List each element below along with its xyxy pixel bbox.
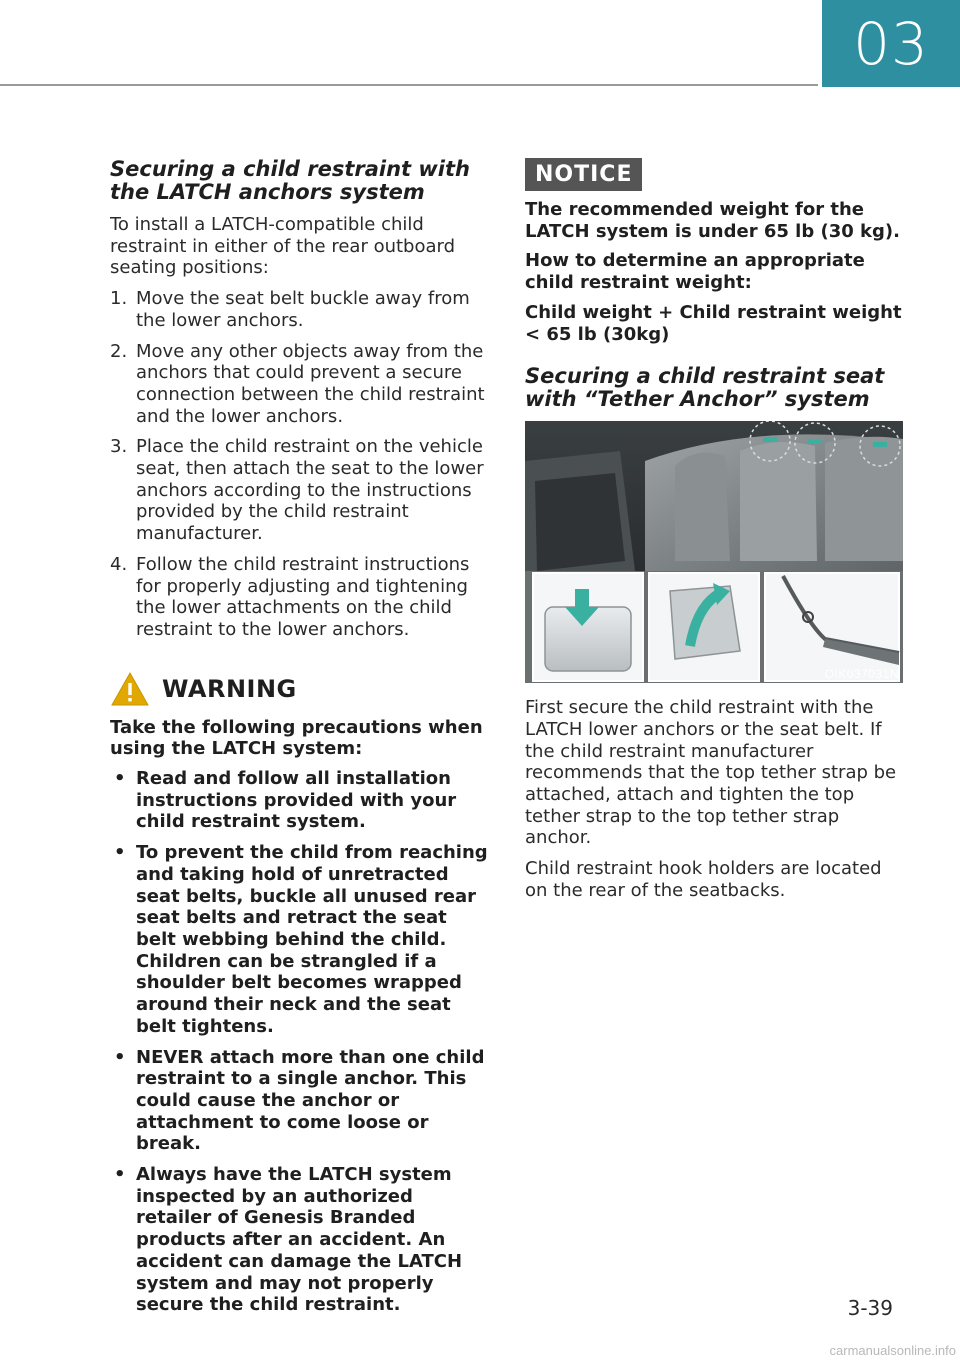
step-number: 4. bbox=[110, 553, 128, 575]
warning-bullet bbox=[110, 1164, 490, 1316]
warning-triangle-icon bbox=[110, 671, 150, 707]
chapter-tab bbox=[822, 0, 960, 87]
bullet-text: To prevent the child from reaching and taking hold of unretracted seat belts, buckle all unused rear seat belts and retract the seat belt webbing behind the child. Children can be strangled if a shoulder belt becomes wrapped around their neck and the seat belt tightens. bbox=[136, 842, 488, 1037]
tether-paragraph: First secure the child restraint with the LATCH lower anchors or the seat belt. If the child restraint manufacturer recommends that the top tether strap be attached, attach and tighten the top tether strap to the top tether strap anchor. bbox=[525, 697, 897, 849]
step-text: Move any other objects away from the anchors that could prevent a secure connection between the child restraint and the lower anchors. bbox=[136, 340, 485, 427]
install-steps bbox=[110, 288, 490, 641]
step-number: 3. bbox=[110, 436, 128, 458]
intro-paragraph: To install a LATCH-compatible child restraint in either of the rear outboard seating positions: bbox=[110, 214, 456, 279]
warning-heading bbox=[110, 671, 490, 707]
step-item bbox=[110, 554, 490, 641]
notice-line: The recommended weight for the LATCH system is under 65 lb (30 kg). bbox=[525, 199, 900, 242]
warning-bullet bbox=[110, 1047, 490, 1156]
bullet-icon: • bbox=[114, 768, 126, 790]
bullet-text: NEVER attach more than one child restraint to a single anchor. This could cause the anchor or attachment to come loose or break. bbox=[136, 1046, 485, 1155]
notice-line: Child weight + Child restraint weight < 65 lb (30kg) bbox=[525, 301, 902, 345]
step-item bbox=[110, 341, 490, 428]
warning-bullet bbox=[110, 842, 490, 1037]
section-title-latch: Securing a child restraint with the LATCH anchors system bbox=[110, 157, 470, 204]
bullet-icon: • bbox=[114, 1164, 126, 1186]
warning-intro: Take the following precautions when using the LATCH system: bbox=[110, 716, 483, 760]
rear-seat-illustration bbox=[525, 421, 903, 683]
warning-bullet bbox=[110, 768, 490, 833]
step-item bbox=[110, 436, 490, 545]
page-number: 3-39 bbox=[847, 1296, 893, 1320]
header-rule bbox=[0, 84, 818, 86]
tether-anchor-illustration bbox=[525, 421, 903, 683]
step-text: Follow the child restraint instructions for properly adjusting and tightening the lower attachments on the child restraint to the lower anchors. bbox=[136, 553, 470, 640]
warning-bullets bbox=[110, 768, 490, 1316]
bullet-icon: • bbox=[114, 1046, 126, 1068]
bullet-icon: • bbox=[114, 842, 126, 864]
step-text: Place the child restraint on the vehicle seat, then attach the seat to the lower anchors according to the instructions provided by the child restraint manufacturer. bbox=[136, 436, 484, 545]
bullet-text: Always have the LATCH system inspected by an authorized retailer of Genesis Branded products after an accident. An accident can damage the LATCH system and may not properly secure the child restraint. bbox=[136, 1164, 463, 1316]
tether-paragraph: Child restraint hook holders are located on the rear of the seatbacks. bbox=[525, 858, 882, 901]
step-number: 1. bbox=[110, 288, 128, 310]
notice-line: How to determine an appropriate child restraint weight: bbox=[525, 250, 865, 294]
figure-code: OIK037031N bbox=[824, 667, 899, 682]
step-text: Move the seat belt buckle away from the lower anchors. bbox=[136, 288, 470, 331]
warning-label: WARNING bbox=[162, 674, 297, 703]
step-number: 2. bbox=[110, 340, 128, 362]
notice-badge: NOTICE bbox=[525, 158, 642, 191]
chapter-number: 03 bbox=[853, 9, 929, 78]
watermark: carmanualsonline.info bbox=[829, 1343, 956, 1358]
section-title-tether: Securing a child restraint seat with “Tether Anchor” system bbox=[525, 364, 885, 412]
bullet-text: Read and follow all installation instructions provided with your child restraint system. bbox=[136, 768, 457, 833]
left-column bbox=[110, 158, 490, 1325]
right-column bbox=[525, 158, 903, 911]
step-item bbox=[110, 288, 490, 331]
